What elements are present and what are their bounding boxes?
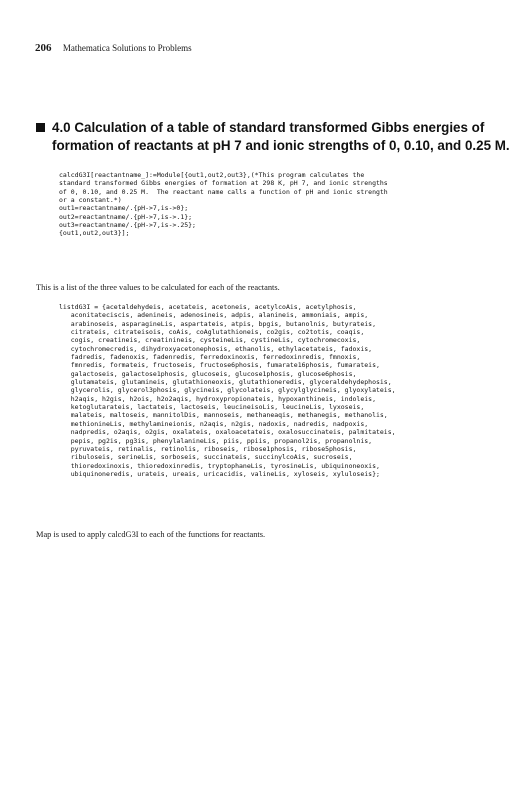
code-line: listdG3I = {acetaldehydeis, acetateis, acetoneis, acetylcoAis, acetylphosis, bbox=[59, 303, 357, 311]
code-line: out2=reactantname/.{pH->7,is->.1}; bbox=[59, 212, 193, 221]
code-line: galactoseis, galactose1phosis, glucoseis, glucose1phosis, glucose6phosis, bbox=[59, 369, 357, 378]
code-line: out1=reactantname/.{pH->7,is->0}; bbox=[59, 204, 189, 213]
code-line: nadpredis, o2aqis, o2gis, oxalateis, oxaloacetateis, oxalosuccinateis, palmitateis, bbox=[59, 428, 396, 437]
code-line: or a constant.*) bbox=[59, 196, 122, 205]
square-bullet-icon bbox=[36, 123, 45, 132]
section-heading-line-1 bbox=[36, 119, 506, 137]
code-block-calcdG3I bbox=[59, 171, 509, 238]
code-line: calcdG3I[reactantname_]:=Module[{out1,out2,out3},(*This program calculates the bbox=[59, 171, 365, 179]
code-line: arabinoseis, asparagineLis, aspartateis, atpis, bpgis, butanolnis, butyrateis, bbox=[59, 319, 376, 328]
code-line: out3=reactantname/.{pH->7,is->.25}; bbox=[59, 221, 196, 230]
code-line: fmnredis, formateis, fructoseis, fructose6phosis, fumarate16phosis, fumarateis, bbox=[59, 361, 380, 370]
page-number: 206 bbox=[35, 42, 52, 54]
code-line: standard transformed Gibbs energies of formation at 298 K, pH 7, and ionic strengths bbox=[59, 179, 388, 188]
code-line: {out1,out2,out3}]; bbox=[59, 229, 130, 238]
page-header bbox=[35, 42, 495, 54]
code-block-listdG3I bbox=[59, 303, 509, 503]
code-line: fadredis, fadenoxis, fadenredis, ferredoxinoxis, ferredoxinredis, fmnoxis, bbox=[59, 353, 361, 362]
code-line: methionineLis, methylamineionis, n2aqis, n2gis, nadoxis, nadredis, nadpoxis, bbox=[59, 419, 369, 428]
section-heading-line-2: formation of reactants at pH 7 and ionic strengths of 0, 0.10, and 0.25 M. bbox=[52, 137, 510, 153]
code-line: pepis, pg2is, pg3is, phenylalanineLis, piis, ppiis, propanol2is, propanolnis, bbox=[59, 436, 373, 445]
body-text-list-description: This is a list of the three values to be calculated for each of the reactants. bbox=[36, 283, 280, 292]
body-text-map-description: Map is used to apply calcdG3I to each of the functions for reactants. bbox=[36, 530, 266, 539]
code-line: malateis, maltoseis, mannitolDis, mannoseis, methaneaqis, methanegis, methanolis, bbox=[59, 411, 388, 420]
running-title: Mathematica Solutions to Problems bbox=[62, 43, 192, 53]
code-line: glycerolis, glycerol3phosis, glycineis, glycolateis, glycylglycineis, glyoxylateis, bbox=[59, 386, 396, 395]
code-line: glutamateis, glutamineis, glutathioneoxis, glutathioneredis, glyceraldehydephosis, bbox=[59, 378, 392, 387]
code-line: citrateis, citrateisois, coAis, coAglutathioneis, co2gis, co2totis, coaqis, bbox=[59, 328, 365, 337]
code-line: pyruvateis, retinalis, retinolis, riboseis, ribose1phosis, ribose5phosis, bbox=[59, 444, 357, 453]
code-line: cogis, creatineis, creatinineis, cysteineLis, cystineLis, cytochromecoxis, bbox=[59, 336, 361, 345]
code-line: aconitateciscis, adenineis, adenosineis, adpis, alanineis, ammoniais, ampis, bbox=[59, 311, 369, 320]
section-heading-text-1: 4.0 Calculation of a table of standard transformed Gibbs energies of bbox=[52, 120, 485, 135]
code-line: h2aqis, h2gis, h2ois, h2o2aqis, hydroxypropionateis, hypoxanthineis, indoleis, bbox=[59, 394, 376, 403]
code-line: ubiquinoneredis, urateis, ureais, uricacidis, valineLis, xyloseis, xyluloseis}; bbox=[59, 469, 380, 478]
code-line: of 0, 0.10, and 0.25 M. The reactant name calls a function of pH and ionic strength bbox=[59, 187, 388, 196]
section-heading bbox=[36, 119, 510, 154]
code-line: ribuloseis, serineLis, sorboseis, succinateis, succinylcoAis, sucroseis, bbox=[59, 453, 353, 462]
code-line: ketoglutarateis, lactateis, lactoseis, leucineisoLis, leucineLis, lyxoseis, bbox=[59, 403, 365, 412]
code-line: cytochromecredis, dihydroxyacetonephosis, ethanolis, ethylacetateis, fadoxis, bbox=[59, 344, 373, 353]
code-line: thioredoxinoxis, thioredoxinredis, tryptophaneLis, tyrosineLis, ubiquinoneoxis, bbox=[59, 461, 380, 470]
